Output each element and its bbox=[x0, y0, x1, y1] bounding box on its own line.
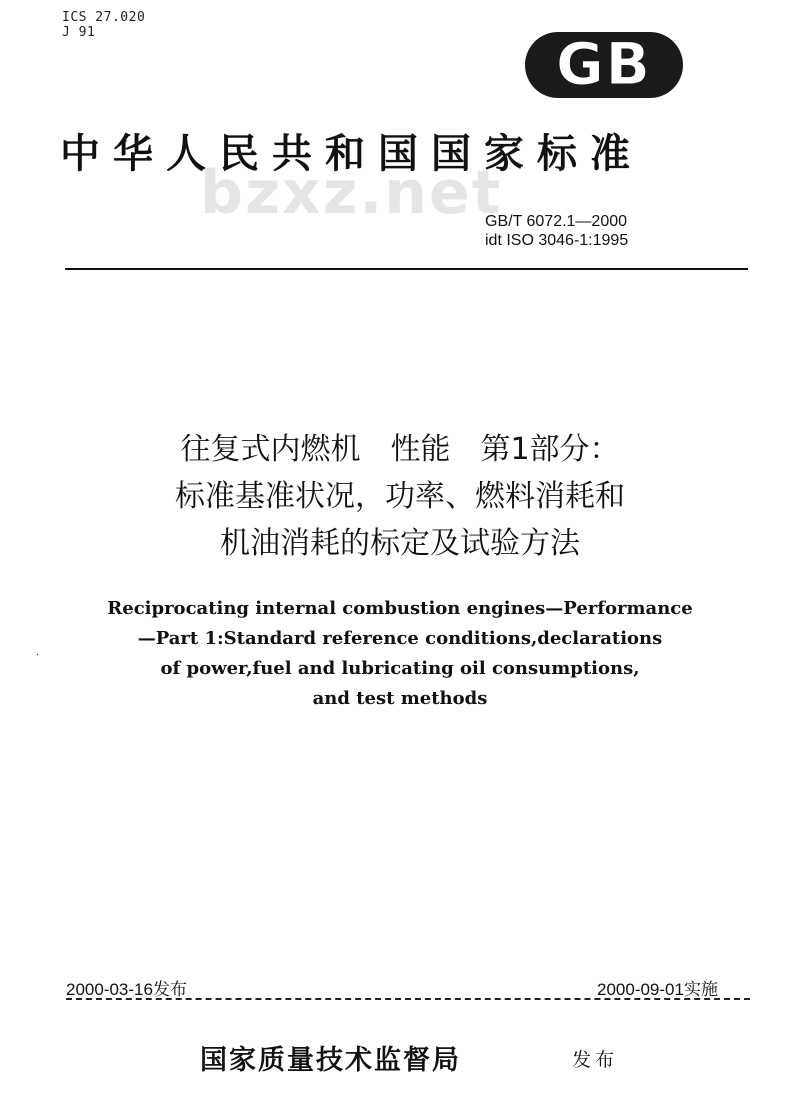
issue-date: 2000-03-16发布 bbox=[66, 980, 187, 999]
chinese-title-line: 往复式内燃机 性能 第1部分： bbox=[180, 432, 620, 467]
english-title-line: Reciprocating internal combustion engines—Performance bbox=[107, 598, 693, 619]
english-title-line: of power,fuel and lubricating oil consumptions, bbox=[160, 658, 640, 679]
identical-standard: idt ISO 3046-1:1995 bbox=[485, 232, 629, 249]
ics-code: ICS 27.020 bbox=[62, 10, 146, 25]
scan-speck: · bbox=[36, 650, 40, 661]
standard-number: GB/T 6072.1—2000 bbox=[485, 213, 628, 230]
ccs-code: J 91 bbox=[62, 25, 96, 40]
standard-number-block bbox=[485, 212, 628, 250]
english-title-line: and test methods bbox=[312, 688, 488, 709]
english-title-line: —Part 1:Standard reference conditions,declarations bbox=[137, 628, 663, 649]
gb-logo-text: GB bbox=[556, 30, 652, 98]
issuing-authority: 国家质量技术监督局 bbox=[200, 1045, 461, 1076]
date-rule bbox=[66, 998, 750, 1000]
gb-logo bbox=[523, 26, 685, 100]
implementation-date: 2000-09-01实施 bbox=[597, 980, 718, 999]
national-standard-title: 中华人民共和国国家标准 bbox=[60, 131, 643, 177]
english-title bbox=[60, 594, 740, 714]
watermark: bzxz.net bbox=[200, 158, 503, 228]
chinese-title-line: 标准基准状况，功率、燃料消耗和 bbox=[175, 479, 625, 514]
chinese-title bbox=[60, 426, 740, 567]
header-rule bbox=[65, 268, 748, 270]
issuer-suffix: 发布 bbox=[572, 1049, 619, 1071]
chinese-title-line: 机油消耗的标定及试验方法 bbox=[220, 526, 580, 561]
classification-codes bbox=[62, 10, 145, 40]
